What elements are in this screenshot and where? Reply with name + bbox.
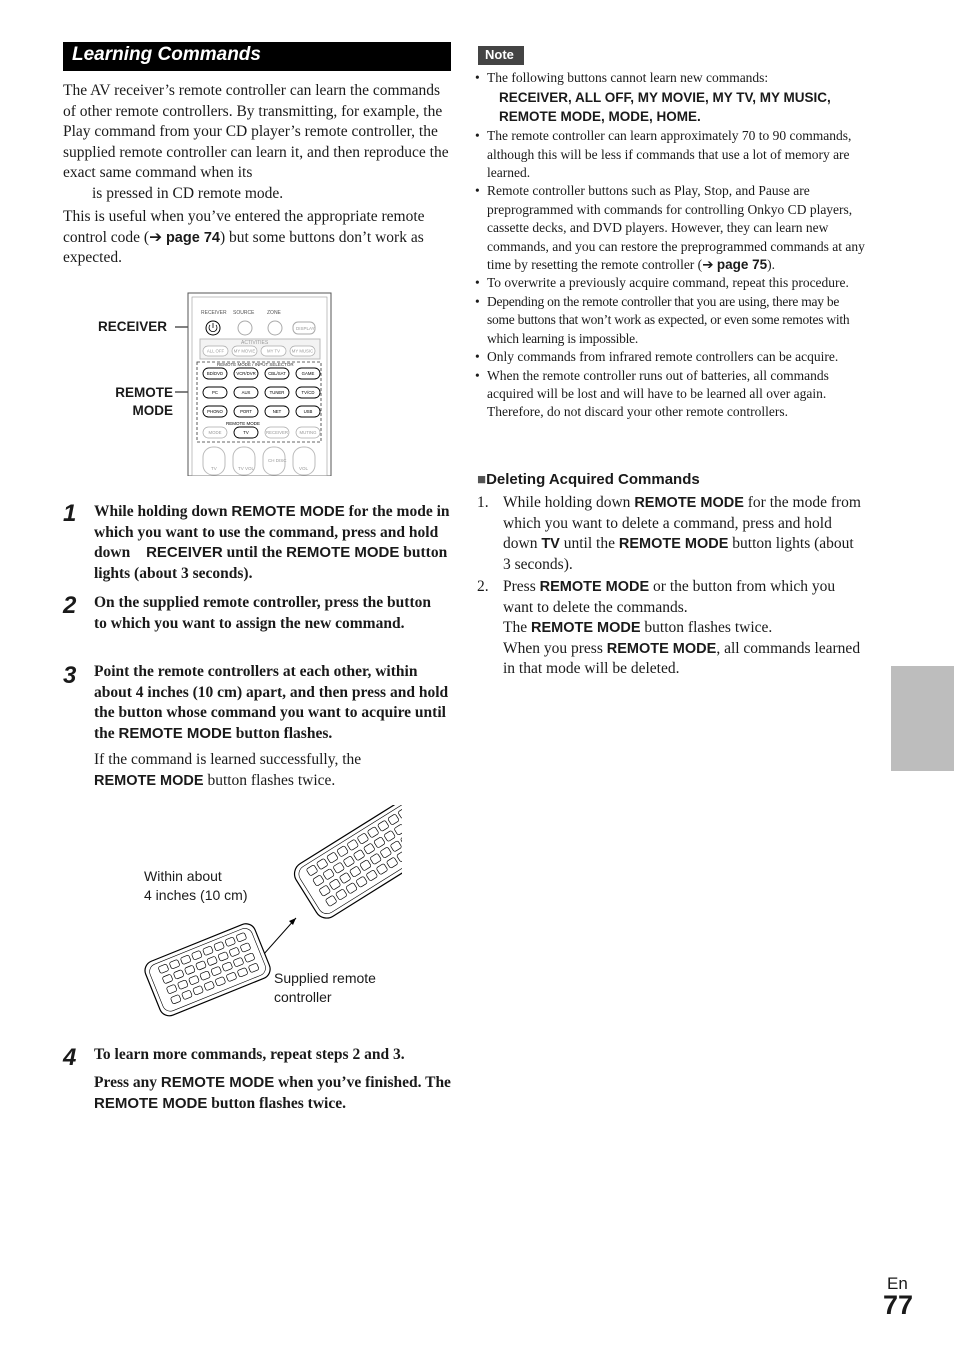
deleting-heading [477,471,700,488]
intro-text-cont: is pressed in CD remote mode. [92,184,284,202]
input-selector-button-label: TV/CD [301,390,315,396]
step-4-text: To learn more commands, repeat steps 2 and 3. [94,1046,405,1063]
top-label-source: SOURCE [233,310,255,316]
note-item-text: To overwrite a previously acquire command, repeat this procedure. [487,275,849,291]
step-3-result [94,750,434,791]
page-link-74[interactable]: page 74 [165,229,220,246]
section-title-bar [63,42,451,71]
step-1-d: button lights (about 3 seconds). [94,544,448,582]
key-remote-mode: REMOTE MODE [539,579,650,595]
key-remote-mode: REMOTE MODE [530,620,641,637]
supplied-remote-illustration [142,921,273,1019]
remote-controller-figure [173,292,335,476]
note-item-text: Depending on the remote controller that you are using, there may be some buttons that won’t work as expected, or even some remotes with which learning is impossible. [487,293,850,346]
activity-button-label: ALL OFF [206,348,225,354]
input-selector-button-label: NET [272,409,282,415]
page-link-75[interactable]: page 75 [716,257,768,273]
bottom-label-vol: VOL [299,466,309,471]
input-selector-button-label: BD/DVD [206,371,224,377]
caption-controller: controller [274,989,332,1005]
input-selector-button-label: GAME [301,371,315,377]
deleting-step-number-2: 2. [477,578,489,595]
note-item-text-end: ). [767,257,776,273]
note-item: • When the remote controller runs out of batteries, all commands acquired will be lost and will have to be learned all over again. Therefore, do not discard your other remote controllers. [475,367,829,420]
d2-b: or the button from which you want to delete the commands. [503,578,836,616]
intro-paragraph-1 [63,81,455,205]
activities-label: ACTIVITIES [241,340,269,346]
language-label: En [887,1274,908,1293]
note-item: • The following buttons cannot learn new commands: [475,70,769,85]
step-1-b: for the mode in which you want to use the command, press and hold down [94,503,450,561]
display-button-label: DISPLAY [296,326,315,331]
step-4-finish [94,1073,454,1114]
step-3-text [94,662,454,744]
input-selector-button-label: AUX [241,390,251,396]
note-item: • Only commands from infrared remote controllers can be acquire. [475,349,839,365]
input-selector-button-label: PHONO [207,409,223,415]
page-number: 77 [883,1290,914,1320]
remote-mode-tag: REMOTE MODE [226,421,261,426]
caption-within: Within about [144,868,222,884]
step-1-c: until the [226,544,283,561]
heading-square-icon: ■ [477,471,487,488]
deleting-step-2 [503,577,867,680]
input-selector-button-label: TUNER [269,390,285,396]
input-selector-button-label: PC [212,390,218,396]
d2-f: , all commands learned in that mode will be deleted. [503,639,861,678]
note-locked-keys: RECEIVER, ALL OFF, MY MOVIE, MY TV, MY MUSIC, REMOTE MODE, MODE, HOME. [499,90,831,124]
step-3-note-a: If the command is learned successfully, the [94,751,362,768]
note-item-text: The remote controller can learn approximately 70 to 90 commands, although this will be less if commands that use a lot of memory are learned. [487,128,852,181]
input-selector-button-label: USB [303,409,313,415]
input-selector-button-label: PORT [240,409,252,415]
step-1-text [94,502,454,584]
note-item-text: The following buttons cannot learn new commands: [487,70,769,85]
arrow-icon: ➔ [702,257,714,273]
key-remote-mode: REMOTE MODE [618,536,729,553]
intro-text: The AV receiver’s remote controller can learn the commands of other remote controllers. By transmitting, for example, the Play command from your CD player’s remote controller, the supplied remote controller can learn it, and then reproduce the exact same command when its [63,82,449,182]
note-item-text: Only commands from infrared remote controllers can be acquire. [487,349,839,365]
note-list [475,69,865,422]
d2-c: The [503,619,528,637]
bottom-label-tv: TV [211,466,217,471]
key-remote-mode: REMOTE MODE [118,724,232,742]
key-remote-mode: REMOTE MODE [286,544,400,561]
top-label-zone: ZONE [267,310,281,316]
bottom-label-tv-vol: TV VOL [238,466,255,471]
key-remote-mode: REMOTE MODE [160,1074,275,1091]
section-side-tab [891,666,954,771]
selector-label: REMOTE MODE / INPUT SELECTOR [217,362,294,367]
bottom-button-label: RECEIVER [266,430,288,436]
step-1-a: While holding down [94,503,228,520]
step-2-text: On the supplied remote controller, press the button to which you want to assign the new command. [94,594,431,632]
other-remote-illustration [290,805,402,923]
step-4-b2: when you’ve finished. The [278,1074,451,1091]
intro-text-2a: This is useful when you’ve entered the appropriate remote control code ( [63,208,425,246]
key-remote-mode: REMOTE MODE [634,495,744,511]
note-item-text: When the remote controller runs out of batteries, all commands acquired will be lost and will have to be learned all over again. Therefore, do not discard your other remote controllers. [487,367,829,420]
step-4-b1: Press any [94,1074,158,1091]
caption-distance: 4 inches (10 cm) [144,887,248,903]
note-item-text: Remote controller buttons such as Play, Stop, and Pause are preprogrammed with commands for controlling Onkyo CD players, cassette decks, and DVD players. However, they can learn new commands, and you can restore the preprogrammed commands at any time by resetting the remote controller ( [487,183,865,273]
step-number-4: 4 [63,1044,77,1071]
key-receiver: RECEIVER [146,544,223,561]
activity-button-label: MY MOVIE [233,348,256,354]
label-remote: REMOTE [115,385,173,400]
d1-b: for the mode from which you want to delete a command, press and hold down [503,494,861,553]
step-3-note-b: button flashes twice. [207,771,336,789]
d1-d: button lights (about 3 seconds). [503,535,854,573]
label-receiver: RECEIVER [98,319,168,334]
key-remote-mode: REMOTE MODE [606,640,717,657]
note-tag-label: Note [485,47,514,62]
intro-text-2b: ) but some buttons don’t work as expected. [63,228,424,267]
bottom-button-label: MUTING [299,430,317,436]
input-selector-button-label: VCR/DVR [236,371,256,377]
key-remote-mode: REMOTE MODE [231,503,345,520]
key-remote-mode: REMOTE MODE [94,1094,208,1112]
d1-c: until the [563,535,615,553]
deleting-heading-text: Deleting Acquired Commands [486,471,700,488]
bottom-button-label: MODE [208,430,222,436]
deleting-step-1 [503,493,865,575]
bottom-label-ch-disc: CH DISC [268,458,287,463]
d2-d: button flashes twice. [644,619,773,637]
step-number-3: 3 [63,662,77,689]
step-number-1: 1 [63,500,77,527]
d2-a: Press [503,578,536,595]
label-remote-mode [110,384,173,420]
deleting-step-number-1: 1. [477,494,489,511]
step-3-b: button flashes. [235,724,333,742]
note-item: • Depending on the remote controller that you are using, there may be some buttons that won’t work as expected, or even some remotes with which learning is impossible. [475,293,850,346]
step-number-2: 2 [63,592,77,619]
arrow-icon: ➔ [149,228,163,246]
note-item: • Remote controller buttons such as Play, Stop, and Pause are preprogrammed with commands for controlling Onkyo CD players, cassette decks, and DVD players. However, they can learn new commands, and you can restore the preprogrammed commands at any time by resetting the remote controller (➔ page 75). [475,183,865,273]
input-selector-button-label: CBL/SAT [268,371,286,377]
activity-button-label: MY MUSIC [291,348,314,354]
key-remote-mode: REMOTE MODE [94,772,204,789]
key-tv: TV [541,536,560,553]
step-3-a: Point the remote controllers at each other, within about 4 inches (10 cm) apart, and then press and hold the button whose command you want to acquire until the [94,663,449,742]
page-title: Learning Commands [72,44,261,65]
activity-button-label: MY TV [267,348,280,354]
d1-a: While holding down [503,494,631,511]
top-label-receiver: RECEIVER [201,310,227,316]
note-item: • To overwrite a previously acquire command, repeat this procedure. [475,275,849,291]
note-item: • The remote controller can learn approximately 70 to 90 commands, although this will be less if commands that use a lot of memory are learned. [475,128,852,181]
step-4-b3: button flashes twice. [211,1094,346,1112]
caption-supplied: Supplied remote [274,970,376,986]
bottom-button-label: TV [243,430,249,436]
remotes-pointing-figure [140,805,402,1023]
label-mode: MODE [132,403,173,418]
note-tag [478,46,524,65]
d2-e: When you press [503,639,603,657]
intro-paragraph-2 [63,207,455,269]
